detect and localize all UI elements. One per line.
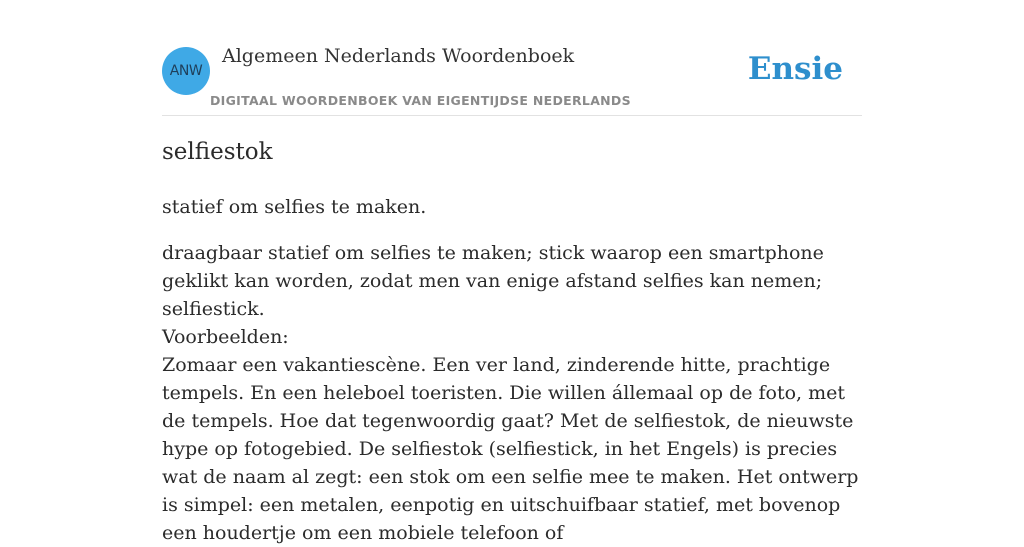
examples-label: Voorbeelden:: [162, 326, 289, 348]
full-definition: draagbaar statief om selfies te maken; stick waarop een smartphone geklikt kan worden, zodat men van enige afstand selfies kan nemen; selfiestick.: [162, 242, 824, 320]
site-subtitle: DIGITAAL WOORDENBOEK VAN EIGENTIJDSE NEDERLANDS: [210, 93, 631, 108]
logo-text: ANW: [169, 63, 203, 79]
headword: selfiestok: [162, 139, 273, 165]
example-text: Zomaar een vakantiescène. Een ver land, zinderende hitte, prachtige tempels. En een heleboel toeristen. Die willen állemaal op de foto, met de tempels. Hoe dat tegenwoordig gaat? Met de selfiestok, de nieuwste hype op fotogebied. De selfiestok (selfiestick, in het Engels) is precies wat de naam al zegt: een stok om een selfie mee te maken. Het ontwerp is simpel: een metalen, eenpotig en uitschuifbaar statief, met bovenop een houdertje om een mobiele telefoon of: [162, 354, 859, 544]
site-title[interactable]: Algemeen Nederlands Woordenboek: [222, 45, 575, 67]
anw-logo[interactable]: [162, 47, 210, 95]
short-definition: statief om selfies te maken.: [162, 196, 427, 218]
ensie-brand-link[interactable]: Ensie: [747, 51, 843, 87]
header-divider: [162, 115, 862, 116]
